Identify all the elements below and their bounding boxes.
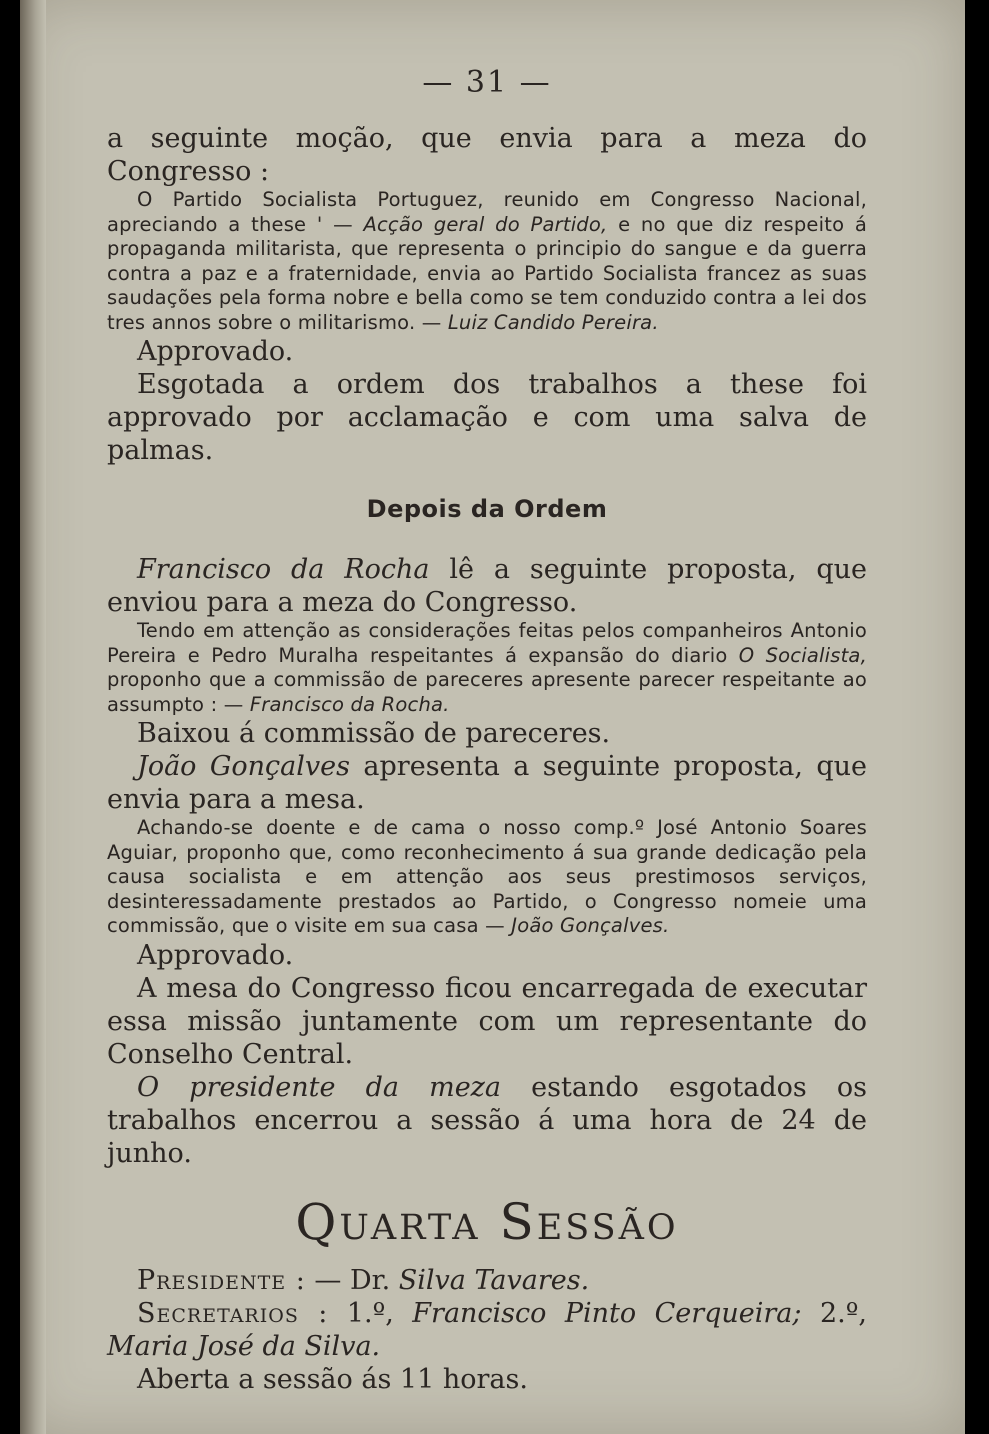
motion-author: Luiz Candido Pereira. [447,310,659,334]
rocha-name: Francisco da Rocha [137,554,430,585]
rocha-proposal-author: Francisco da Rocha. [249,692,450,716]
closing-text: estando esgotados os trabalhos encerrou a sessão á uma hora de 24 de junho. [107,1071,868,1169]
presidente-prefix: — Dr. [314,1264,391,1296]
secretario-1-name: Francisco Pinto Cerqueira; [412,1297,802,1329]
secretarios-line [107,1297,867,1363]
motion-text-after: e no que diz respeito á propaganda militarista, que representa o principio do sangue e da guerra contra a paz e a fraternidade, envia ao Partido Socialista francez as suas saudações pela forma nobre e bella como se tem conduzido contra a lei dos tres annos sobre o militarismo. — [107,212,867,334]
rocha-intro-paragraph [107,553,867,619]
goncalves-name: João Gonçalves [137,751,350,782]
section-heading: Depois da Ordem [366,495,608,523]
secretario-1-num: 1.º, [346,1297,394,1329]
exhausted-paragraph: Esgotada a ordem dos trabalhos a these foi approvado por acclamação e com uma salva de palmas. [107,369,867,466]
rocha-proposal-paper: O Socialista, [738,643,867,667]
book-gutter [20,0,46,1434]
approved-1: Approvado. [137,336,294,367]
motion-text-before: O Partido Socialista Portuguez, reunido em Congresso Nacional, apreciando a these ' — [107,188,867,236]
goncalves-intro-paragraph [107,750,867,816]
rocha-result: Baixou á commissão de pareceres. [137,718,611,749]
goncalves-intro: apresenta a seguinte proposta, que envia para a mesa. [107,751,867,815]
rocha-intro: lê a seguinte proposta, que enviou para a meza do Congresso. [107,554,867,618]
rocha-proposal [107,619,867,717]
closing-paragraph [107,1071,867,1170]
presidente-label: Presidente : [137,1264,306,1296]
goncalves-proposal [107,816,867,939]
session-title: Quarta Sessão [295,1192,679,1251]
secretario-2-num: 2.º, [819,1297,867,1329]
goncalves-proposal-author: João Gonçalves. [511,914,670,937]
intro-paragraph: a seguinte moção, que envia para a meza do Congresso : [107,123,867,187]
presidente-name: Silva Tavares. [398,1264,590,1296]
mesa-task-paragraph: A mesa do Congresso ficou encarregada de executar essa missão juntamente com um representante do Conselho Central. [107,972,867,1070]
goncalves-proposal-text: Achando-se doente e de cama o nosso comp.º José Antonio Soares Aguiar, proponho que, como reconhecimento á sua grande dedicação pela causa socialista e em attenção aos seus prestimosos serviços, desinteressadamente prestados ao Partido, o Congresso nomeie uma commissão, que o visite em sua casa — [107,816,867,937]
motion-title: Acção geral do Partido, [363,212,608,236]
approved-2: Approvado. [137,939,294,971]
page-number: — 31 — [422,65,552,100]
secretarios-label: Secretarios : [137,1297,329,1329]
opening-line: Aberta a sessão ás 11 horas. [137,1363,528,1395]
rocha-proposal-after: proponho que a commissão de pareceres apresente parecer respeitante ao assumpto : — [107,668,867,716]
president-label: O presidente da meza [137,1071,502,1103]
motion-paragraph [107,188,867,335]
secretario-2-name: Maria José da Silva. [107,1330,381,1362]
presidente-line [107,1264,867,1297]
rocha-proposal-before: Tendo em attenção as considerações feitas pelos companheiros Antonio Pereira e Pedro Muralha respeitantes á expansão do diario [107,619,867,667]
page-content [107,66,867,1396]
